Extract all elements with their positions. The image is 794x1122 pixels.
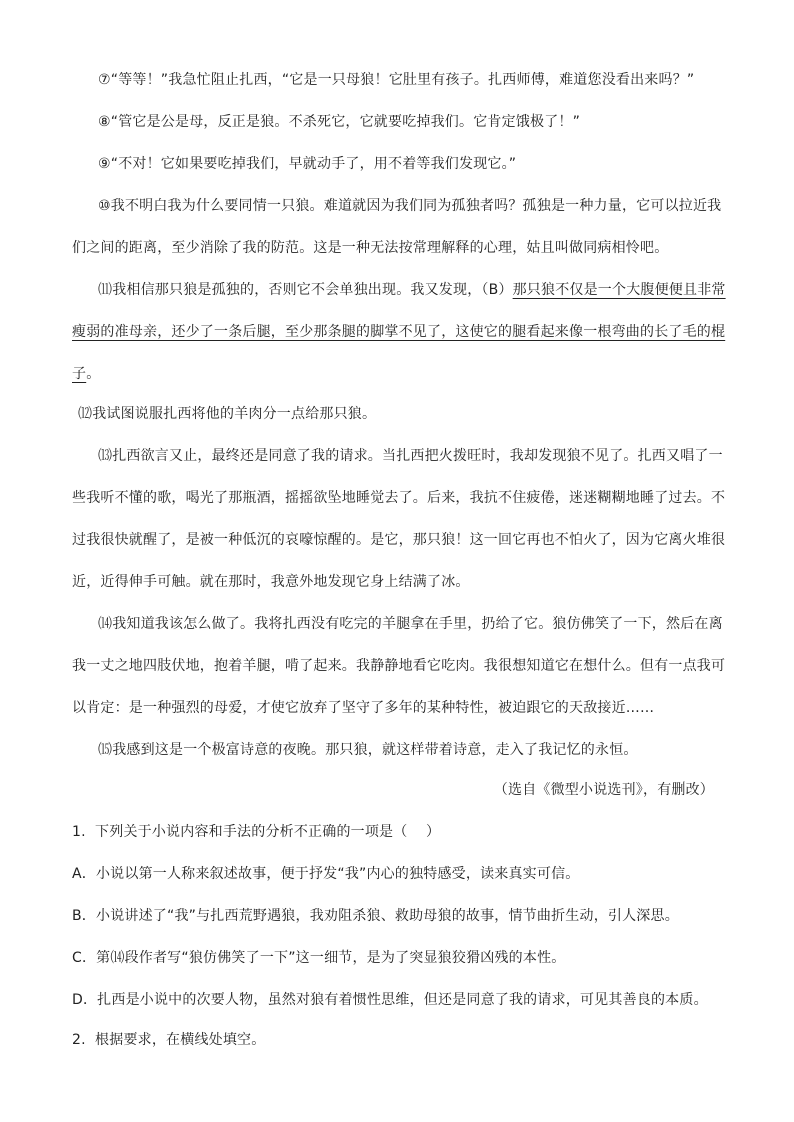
paragraph-14-line-2: 我一丈之地四肢伏地，抱着羊腿，啃了起来。我静静地看它吃肉。我很想知道它在想什么。但有一点我可 xyxy=(72,658,726,674)
paragraph-14-line-3: 以肯定：是一种强烈的母爱，才使它放弃了坚守了多年的某种特性，被迫跟它的天敌接近…… xyxy=(72,700,655,716)
underlined-sentence-b-part-1: 那只狼不仅是一个大腹便便且非常 xyxy=(512,282,726,298)
paragraph-7: ⑦“等等！”我急忙阻止扎西，“它是一只母狼！它肚里有孩子。扎西师傅，难道您没看出来吗？” xyxy=(98,72,695,88)
paragraph-13-line-1: ⒀扎西欲言又止，最终还是同意了我的请求。当扎西把火拨旺时，我却发现狼不见了。扎西又唱了一 xyxy=(98,448,723,464)
paragraph-13-line-2: 些我听不懂的歌，喝光了那瓶酒，摇摇欲坠地睡觉去了。后来，我抗不住疲倦，迷迷糊糊地睡了过去。不 xyxy=(72,490,726,506)
paragraph-12: ⑿我试图说服扎西将他的羊肉分一点给那只狼。 xyxy=(78,406,377,422)
paragraph-11-intro: ⑾我相信那只狼是孤独的，否则它不会单独出现。我又发现，（B） xyxy=(98,282,513,298)
option-b: B．小说讲述了“我”与扎西荒野遇狼，我劝阻杀狼、救助母狼的故事，情节曲折生动，引人深思。 xyxy=(72,908,679,924)
paragraph-9: ⑨“不对！它如果要吃掉我们，早就动手了，用不着等我们发现它。” xyxy=(98,156,517,172)
paragraph-8: ⑧“管它是公是母，反正是狼。不杀死它，它就要吃掉我们。它肯定饿极了！” xyxy=(98,114,581,130)
paragraph-15: ⒂我感到这是一个极富诗意的夜晚。那只狼，就这样带着诗意，走入了我记忆的永恒。 xyxy=(98,742,638,758)
option-d: D．扎西是小说中的次要人物，虽然对狼有着惯性思维，但还是同意了我的请求，可见其善良的本质。 xyxy=(72,992,708,1008)
paragraph-11-period: 。 xyxy=(86,366,101,382)
source-citation: （选自《微型小说选刊》，有删改） xyxy=(493,782,714,798)
paragraph-13-line-3: 过我很快就醒了，是被一种低沉的哀嚎惊醒的。是它，那只狼！这一回它再也不怕火了，因为它离火堆很 xyxy=(72,532,726,548)
option-a: A．小说以第一人称来叙述故事，便于抒发“我”内心的独特感受，读来真实可信。 xyxy=(72,866,580,882)
paragraph-11-line-3 xyxy=(72,364,100,384)
underlined-sentence-b-part-2: 瘦弱的准母亲，还少了一条后腿，至少那条腿的脚掌不见了，这使它的腿看起来像一根弯曲的长了毛的棍 xyxy=(72,324,726,340)
paragraph-13-line-4: 近，近得伸手可触。就在那时，我意外地发现它身上结满了冰。 xyxy=(72,574,470,590)
paragraph-10-line-1: ⑩我不明白我为什么要同情一只狼。难道就因为我们同为孤独者吗？孤独是一种力量，它可以拉近我 xyxy=(98,198,722,214)
question-2: 2. 根据要求，在横线处填空。 xyxy=(72,1032,266,1048)
paragraph-10-line-2: 们之间的距离，至少消除了我的防范。这是一种无法按常理解释的心理，姑且叫做同病相怜吧。 xyxy=(72,240,669,256)
option-c: C．第⒁段作者写“狼仿佛笑了一下”这一细节，是为了突显狼狡猾凶残的本性。 xyxy=(72,950,566,966)
question-1: 1. 下列关于小说内容和手法的分析不正确的一项是（ ） xyxy=(72,824,441,840)
underlined-sentence-b-part-3: 子 xyxy=(72,366,87,382)
paragraph-11-line-1 xyxy=(98,280,726,300)
paragraph-14-line-1: ⒁我知道我该怎么做了。我将扎西没有吃完的羊腿拿在手里，扔给了它。狼仿佛笑了一下，然后在离 xyxy=(98,616,723,632)
